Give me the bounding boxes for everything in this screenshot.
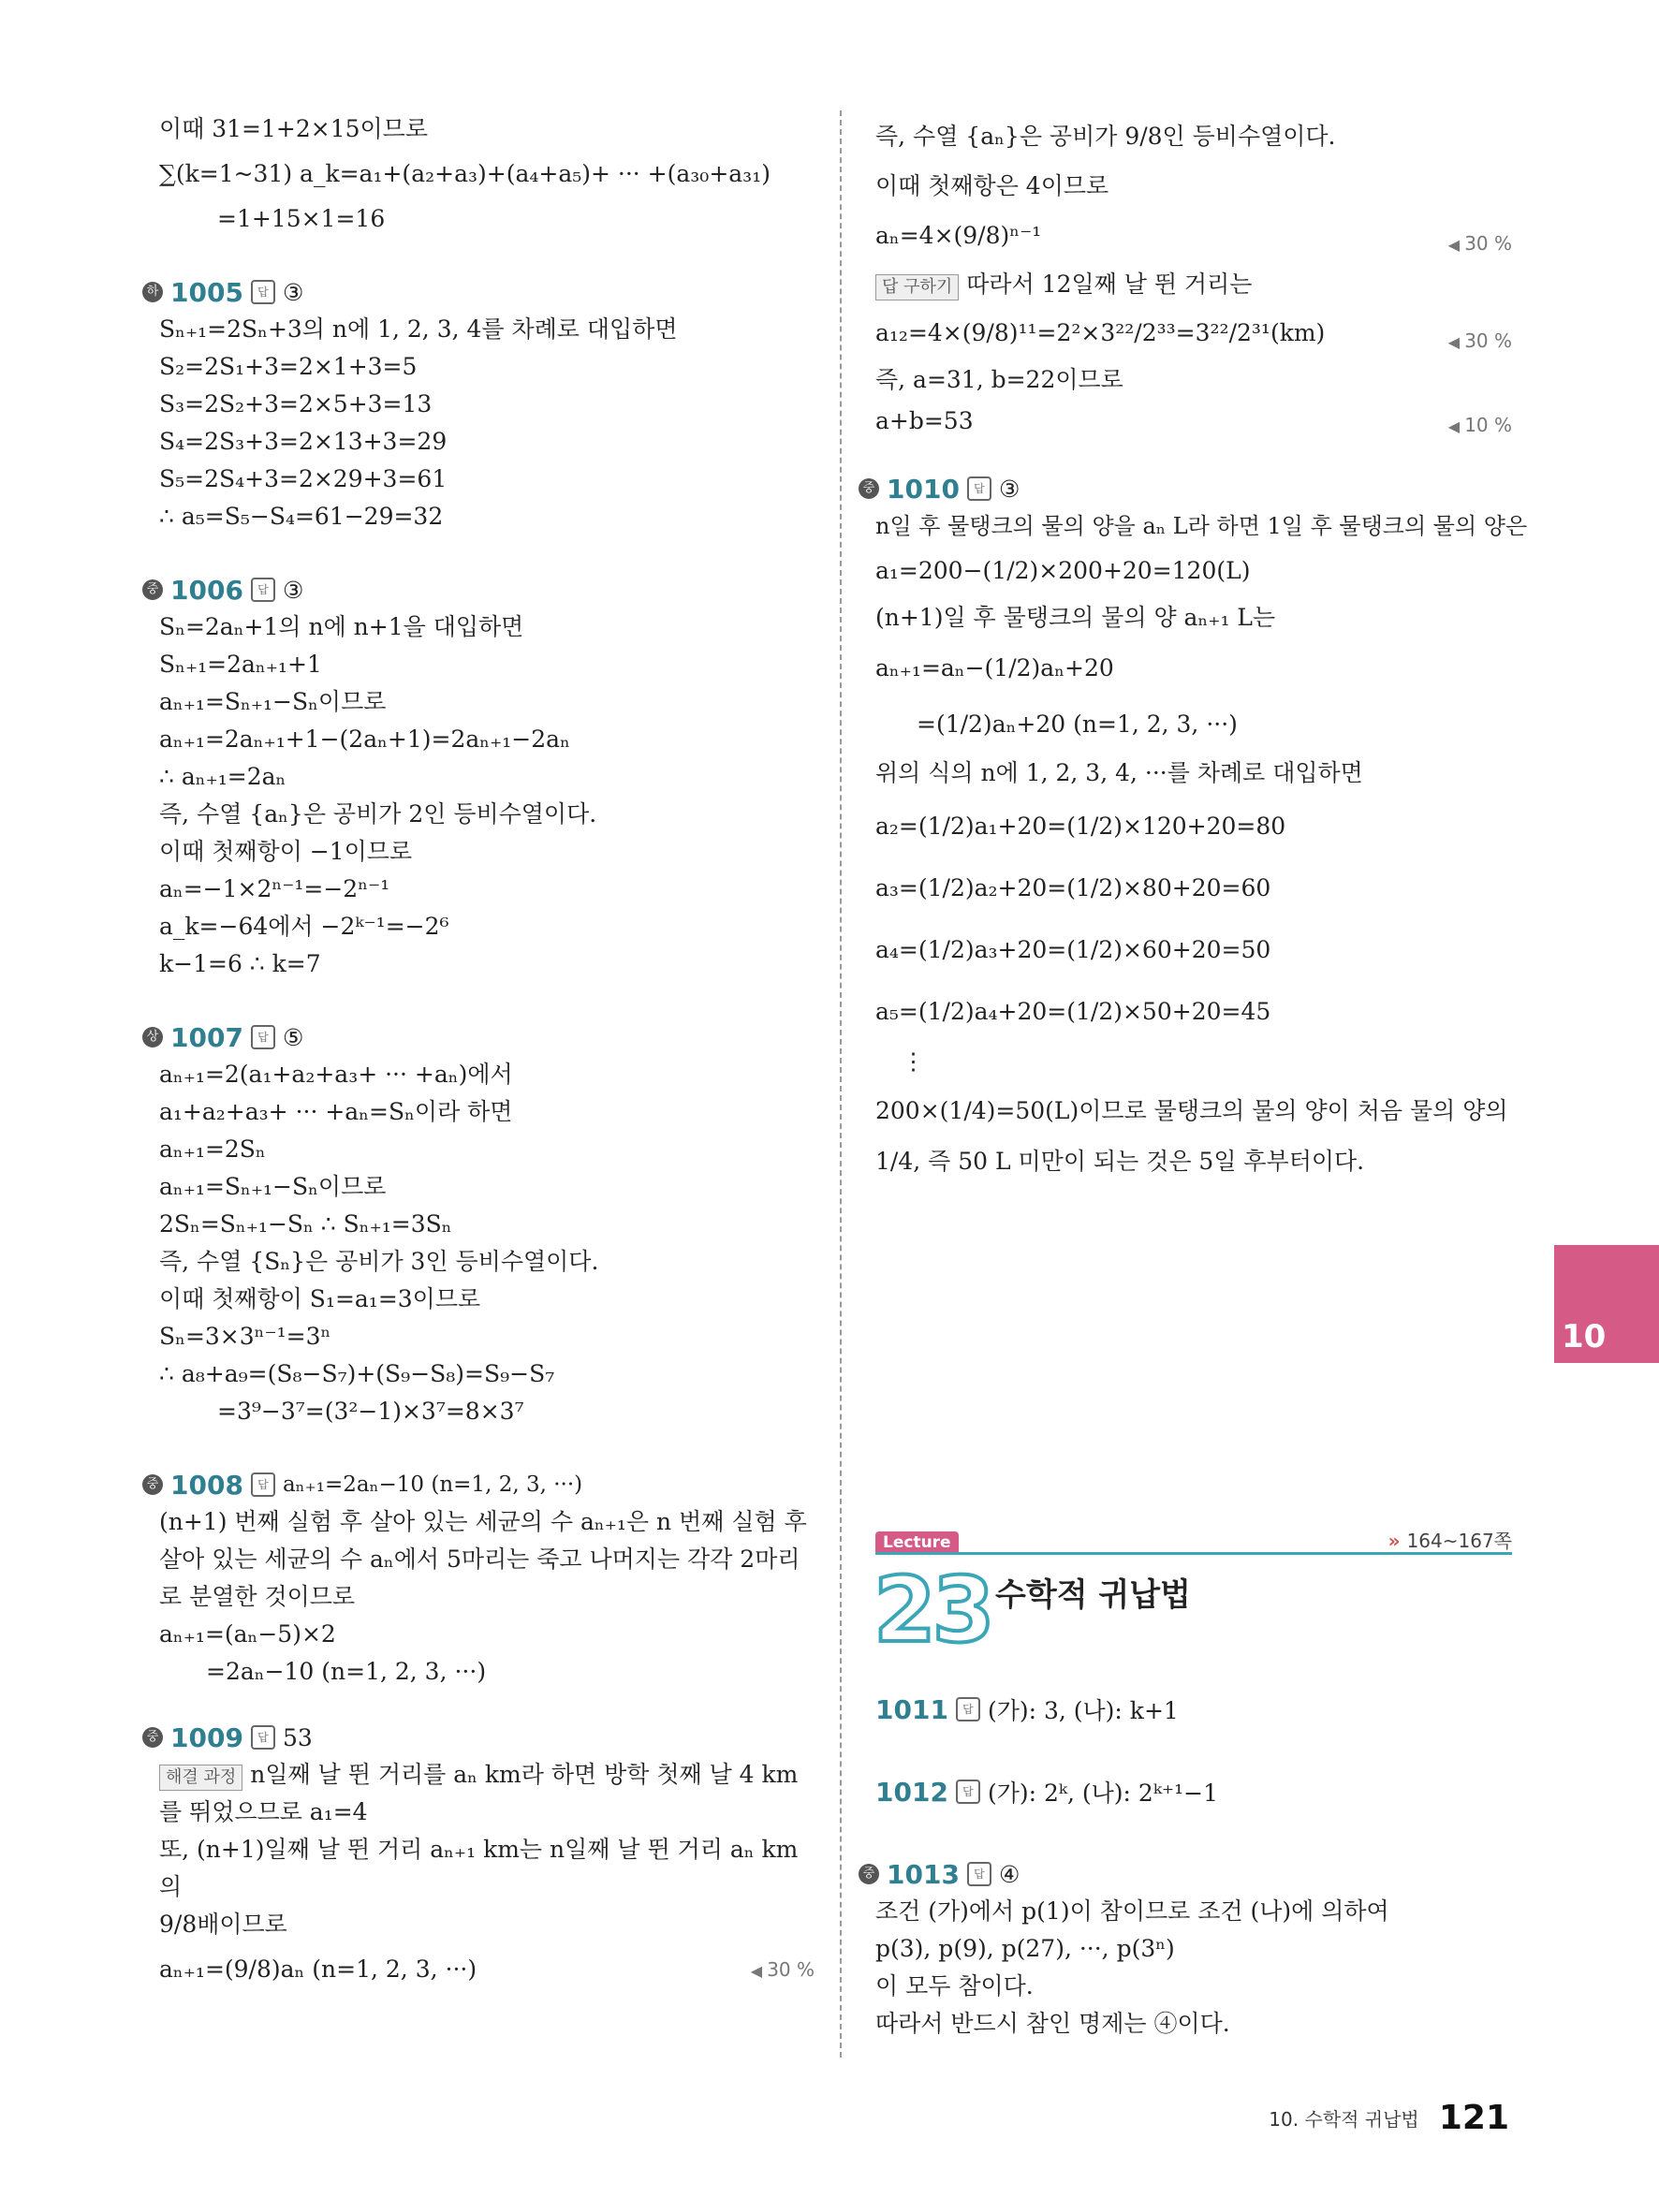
solution-line: 조건 (가)에서 p(1)이 참이므로 조건 (나)에 의하여 [875,1897,1389,1925]
solution-line: Sₙ₊₁=2aₙ₊₁+1 [159,651,322,678]
answer-value: ③ [282,278,304,306]
chapter-tab [1554,1245,1659,1363]
answer-label: 답 [956,1697,980,1721]
solution-line: a₄=(1/2)a₃+20=(1/2)×60+20=50 [875,936,1271,963]
problem-header-1008 [142,1466,815,1503]
solution-paragraph [159,1756,815,1831]
solution-line [875,110,1512,163]
answer-label: 답 [251,1472,275,1497]
solution-line: =(1/2)aₙ+20 (n=1, 2, 3, ···) [917,710,1238,738]
solution-line [875,359,1512,401]
solution-line: 2Sₙ=Sₙ₊₁−Sₙ ∴ Sₙ₊₁=3Sₙ [159,1210,452,1238]
solution-line: S₃=2S₂+3=2×5+3=13 [159,390,433,417]
solution-line: S₄=2S₃+3=2×13+3=29 [159,428,448,455]
solution-paragraph: 200×(1/4)=50(L)이므로 물탱크의 물의 양이 처음 물의 양의 1/4, 즉 50 L 미만이 되는 것은 5일 후부터이다. [875,1097,1508,1175]
solution-line: p(3), p(9), p(27), ···, p(3ⁿ) [875,1935,1175,1962]
step-box: 해결 과정 [159,1765,242,1791]
solution-line: =3⁹−3⁷=(3²−1)×3⁷=8×3⁷ [217,1398,524,1425]
solution-line: a₂=(1/2)a₁+20=(1/2)×120+20=80 [875,813,1286,840]
solution-line: a₅=(1/2)a₄+20=(1/2)×50+20=45 [875,998,1271,1025]
intro-line: ∑(k=1~31) a_k=a₁+(a₂+a₃)+(a₄+a₅)+ ··· +(a₃₀+a₃₁) [159,160,771,187]
problem-number: 1006 [170,574,243,606]
formula: aₙ₊₁=(9/8)aₙ (n=1, 2, 3, ···) [159,1956,477,1983]
solution-line: 이때 첫째항이 −1이므로 [159,838,413,865]
solution-line: a₁+a₂+a₃+ ··· +aₙ=Sₙ이라 하면 [159,1098,513,1125]
problem-number: 1007 [170,1021,243,1053]
solution-line: a₁=200−(1/2)×200+20=120(L) [875,557,1251,584]
solution-line: aₙ₊₁=2(a₁+a₂+a₃+ ··· +aₙ)에서 [159,1061,513,1088]
solution-line: 이 모두 참이다. [875,1972,1034,2000]
solution-line: aₙ₊₁=Sₙ₊₁−Sₙ이므로 [159,1173,387,1200]
solution-line [875,163,1512,210]
solution-line: 이때 첫째항이 S₁=a₁=3이므로 [159,1285,481,1312]
level-badge: 중 [142,1727,163,1748]
solution-line: k−1=6 ∴ k=7 [159,950,321,977]
problem-number: 1005 [170,276,243,308]
page-number: 121 [1438,2099,1509,2137]
chapter-tab-number: 10 [1562,1318,1607,1355]
level-badge: 하 [142,282,163,302]
problem-number: 1011 [875,1693,948,1725]
intro-line: =1+15×1=16 [217,205,386,232]
solution-line: 9/8배이므로 [159,1911,287,1938]
answer-label: 답 [251,578,275,602]
line-text: 즉, 수열 {aₙ}은 공비가 9/8인 등비수열이다. [875,123,1336,150]
lecture-title: 수학적 귀납법 [995,1576,1191,1614]
lecture-number: 23 [874,1558,991,1663]
answer-label: 답 [956,1780,980,1804]
solution-line: 즉, 수열 {aₙ}은 공비가 2인 등비수열이다. [159,800,597,828]
score-percent: ◀ 30 % [751,1951,815,1990]
solution-line: ⋮ [902,1047,925,1075]
problem-number: 1013 [887,1858,960,1890]
problem-number: 1012 [875,1776,948,1808]
answer-value: (가): 3, (나): k+1 [987,1697,1179,1724]
level-badge: 중 [859,1864,879,1884]
score-percent: ◀ 10 % [1448,404,1512,447]
right-column [862,110,1528,1187]
step-box: 답 구하기 [875,274,959,300]
column-divider [840,110,842,2058]
answer-value: ⑤ [282,1023,304,1051]
answer-value: 53 [282,1723,313,1751]
footer-chapter: 10. 수학적 귀납법 [1269,2108,1419,2131]
level-badge: 상 [142,1027,163,1047]
lecture-tag: Lecture [875,1531,959,1554]
problem-number: 1009 [170,1721,243,1753]
paragraph-text: n일째 날 뛴 거리를 aₙ km라 하면 방학 첫째 날 4 km를 뛰었으므로 a₁=4 [159,1761,799,1825]
solution-line: ∴ a₅=S₅−S₄=61−29=32 [159,503,444,530]
solution-paragraph: (n+1) 번째 실험 후 살아 있는 세균의 수 aₙ₊₁은 n 번째 실험 후 살아 있는 세균의 수 aₙ에서 5마리는 죽고 나머지는 각각 2마리로 분열한 것이므로 [159,1508,807,1610]
answer-label: 답 [251,280,275,304]
answer-label: 답 [967,476,991,501]
answer-value: (가): 2ᵏ, (나): 2ᵏ⁺¹−1 [987,1780,1219,1807]
solution-line [159,1951,815,1988]
solution-paragraph: 또, (n+1)일째 날 뛴 거리 aₙ₊₁ km는 n일째 날 뛴 거리 aₙ km의 [159,1836,799,1900]
solution-line: aₙ₊₁=2aₙ₊₁+1−(2aₙ+1)=2aₙ₊₁−2aₙ [159,725,570,753]
problem-number: 1008 [170,1469,243,1501]
line-text: a+b=53 [875,407,974,434]
score-percent: ◀ 30 % [1448,315,1512,369]
answer-label: 답 [251,1725,275,1750]
answer-value: ③ [998,475,1020,503]
line-text: 따라서 12일째 날 뛴 거리는 [966,271,1253,298]
line-text: 이때 첫째항은 4이므로 [875,172,1109,199]
level-badge: 중 [142,579,163,600]
lecture-pages: » 164~167쪽 [1388,1526,1512,1553]
left-column [146,110,815,1988]
solution-line: aₙ₊₁=2Sₙ [159,1135,266,1163]
problem-header-1010 [859,470,1512,507]
problem-header-1006 [142,571,815,608]
solution-line: =2aₙ−10 (n=1, 2, 3, ···) [206,1658,487,1685]
lecture-problems [862,1691,1512,2043]
score-percent: ◀ 30 % [1448,217,1512,271]
solution-line [875,262,1512,307]
problem-header-1012 [875,1773,1512,1810]
solution-line: Sₙ=3×3ⁿ⁻¹=3ⁿ [159,1323,331,1350]
solution-line [875,401,1512,442]
intro-line: 이때 31=1+2×15이므로 [159,115,428,142]
answer-value: ④ [998,1860,1020,1888]
answer-label: 답 [967,1862,991,1886]
solution-line: aₙ₊₁=Sₙ₊₁−Sₙ이므로 [159,688,387,715]
solution-line: Sₙ₊₁=2Sₙ+3의 n에 1, 2, 3, 4를 차례로 대입하면 [159,315,678,343]
problem-header-1013 [859,1855,1512,1893]
solution-line: ∴ aₙ₊₁=2aₙ [159,763,286,790]
solution-line [875,210,1512,262]
problem-header-1007 [142,1018,815,1056]
problem-header-1009 [142,1719,815,1756]
lecture-rule [875,1552,1512,1555]
solution-line: ∴ a₈+a₉=(S₈−S₇)+(S₉−S₈)=S₉−S₇ [159,1360,555,1387]
solution-line: aₙ₊₁=aₙ−(1/2)aₙ+20 [875,654,1114,681]
solution-line: S₅=2S₄+3=2×29+3=61 [159,465,448,492]
solution-line: 위의 식의 n에 1, 2, 3, 4, ···를 차례로 대입하면 [875,759,1363,786]
level-badge: 중 [142,1474,163,1495]
solution-line: aₙ₊₁=(aₙ−5)×2 [159,1620,336,1648]
page-footer [1269,2099,1509,2137]
line-text: a₁₂=4×(9/8)¹¹=2²×3²²/2³³=3²²/2³¹(km) [875,319,1326,346]
solution-line: (n+1)일 후 물탱크의 물의 양 aₙ₊₁ L는 [875,604,1276,631]
solution-line: S₂=2S₁+3=2×1+3=5 [159,353,418,380]
solution-line: 즉, 수열 {Sₙ}은 공비가 3인 등비수열이다. [159,1248,599,1275]
problem-header-1011 [875,1691,1512,1728]
solution-line: a₃=(1/2)a₂+20=(1/2)×80+20=60 [875,874,1271,901]
answer-value: ③ [282,576,304,604]
solution-line: 따라서 반드시 참인 명제는 ④이다. [875,2010,1230,2037]
problem-number: 1010 [887,473,960,505]
line-text: 즉, a=31, b=22이므로 [875,366,1123,393]
level-badge: 중 [859,478,879,499]
solution-line: aₙ=−1×2ⁿ⁻¹=−2ⁿ⁻¹ [159,875,390,902]
solution-line: a_k=−64에서 −2ᵏ⁻¹=−2⁶ [159,913,449,940]
solution-line: n일 후 물탱크의 물의 양을 aₙ L라 하면 1일 후 물탱크의 물의 양은 [875,513,1528,539]
answer-label: 답 [251,1025,275,1049]
line-text: aₙ=4×(9/8)ⁿ⁻¹ [875,222,1042,249]
problem-header-1005 [142,273,815,311]
solution-line: Sₙ=2aₙ+1의 n에 n+1을 대입하면 [159,613,524,640]
solution-line [875,307,1512,359]
answer-value: aₙ₊₁=2aₙ−10 (n=1, 2, 3, ···) [282,1472,583,1497]
